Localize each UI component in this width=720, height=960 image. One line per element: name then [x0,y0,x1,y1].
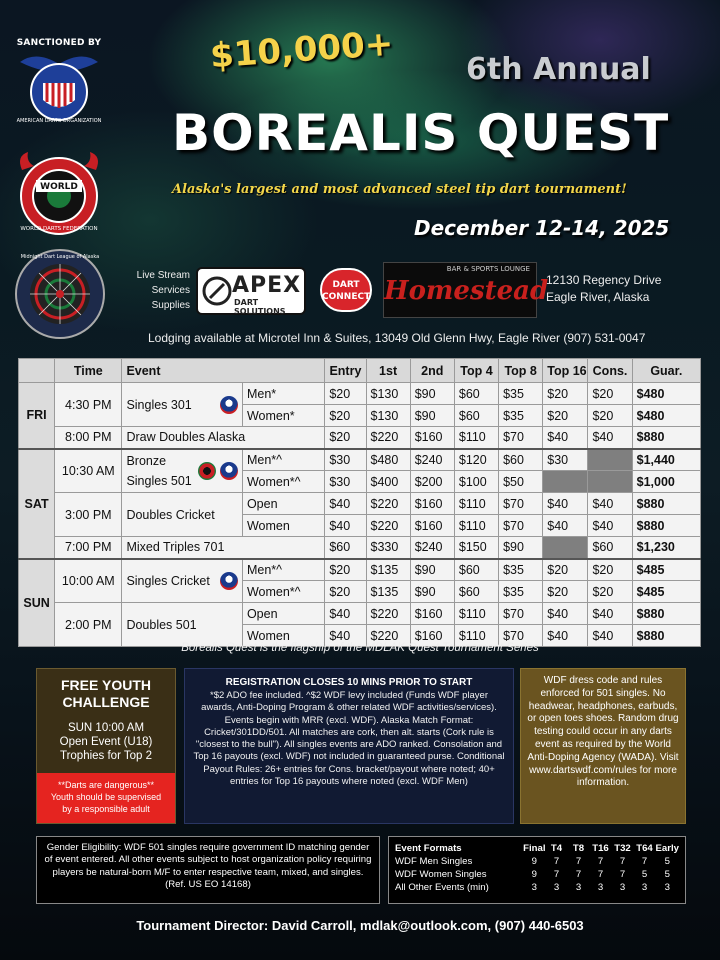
event-cell: Mixed Triples 701 [122,537,325,559]
cell: $130 [366,383,410,405]
day-label: SUN [19,559,55,647]
col-header: T4 [550,843,563,854]
guarantee-cell: $880 [632,493,700,515]
cell: $70 [499,625,543,647]
event-formats-table [395,842,679,894]
registration-box [184,668,514,824]
dress-code-box: WDF dress code and rules enforced for 501 singles. No headwear, headphones, earbuds, or open toes shoes. Random drug testing could occur in any darts event as required by the World Anti-Doping Agency (WADA). Visit www.dartswdf.com/rules for more information. [520,668,686,824]
mdlak-ring-text: Midnight Dart League of Alaska [20,254,100,260]
cell: 7 [553,869,560,880]
youth-title: FREE YOUTH CHALLENGE [61,677,151,710]
cell: $20 [325,427,366,449]
division-cell: Men*^ [242,449,324,471]
event-cell [122,449,243,493]
cell: $200 [410,471,454,493]
youth-warning [37,773,175,823]
col-header: Early [655,843,679,854]
empty-cell [543,471,588,493]
homestead-sub: BAR & SPORTS LOUNGE [446,265,530,273]
wdf-badge-icon [198,462,216,480]
dartboard-icon [14,248,106,340]
cell: $60 [499,449,543,471]
cell: $160 [410,625,454,647]
wdf-logo [14,148,104,238]
cell: All Other Events (min) [395,882,489,893]
cell: $35 [499,559,543,581]
sponsor-intro-line: Services [151,285,190,296]
wdf-banner-text: WORLD [40,182,78,192]
cell: $90 [410,383,454,405]
warning-line: Youth should be supervised [50,792,162,802]
gender-eligibility-box: Gender Eligibility: WDF 501 singles require government ID matching gender of event entered. All other events subject to host organization policy requiring players be natural-born M/F to enter respective team, mixed, and singles. (Ref. US EO 14168) [36,836,380,904]
division-cell: Women [242,625,324,647]
division-cell: Women*^ [242,581,324,603]
col-header: Final [523,843,546,854]
cell: $90 [499,537,543,559]
col-header: Top 16 [543,359,588,383]
col-header: Guar. [632,359,700,383]
col-header: T32 [614,843,631,854]
cell: $60 [588,537,632,559]
cell: $20 [325,559,366,581]
day-label: FRI [19,383,55,449]
cell: $40 [325,515,366,537]
annual-label: 6th Annual [466,52,651,87]
sponsor-intro [132,268,190,313]
address-line: 12130 Regency Drive [546,273,662,287]
cell: 3 [553,882,560,893]
cell: $150 [454,537,498,559]
youth-challenge-box [36,668,176,824]
sponsor-intro-line: Supplies [151,300,190,311]
address-line: Eagle River, Alaska [546,290,650,304]
empty-cell [588,471,632,493]
cell: $40 [588,625,632,647]
cell: $40 [325,625,366,647]
guarantee-cell: $1,000 [632,471,700,493]
guarantee-cell: $880 [632,515,700,537]
event-cell [122,383,243,427]
venue-address [546,272,661,306]
cell: 3 [664,882,670,893]
cell: $40 [588,603,632,625]
cell: $135 [366,559,410,581]
cell: $160 [410,603,454,625]
cell: 7 [619,869,626,880]
homestead-logo [383,262,549,318]
cell: $35 [499,581,543,603]
cell: $20 [325,405,366,427]
cell: $110 [454,427,498,449]
col-header: Event Formats [395,843,462,854]
ado-emblem-icon [16,48,102,124]
guarantee-cell: $880 [632,603,700,625]
cell: 5 [664,869,670,880]
cell: $35 [499,405,543,427]
col-header: Time [55,359,122,383]
mdlak-logo [14,248,106,340]
schedule-table [18,358,701,647]
cell: $30 [325,471,366,493]
ado-badge-icon [220,462,238,480]
cell: $220 [366,493,410,515]
tournament-director: Tournament Director: David Carroll, mdlak@outlook.com, (907) 440-6503 [136,918,584,933]
time-cell: 2:00 PM [55,603,122,647]
dartboard-icon [202,276,232,306]
division-cell: Open [242,603,324,625]
cell: $20 [543,383,588,405]
cell: $60 [454,405,498,427]
cell: $110 [454,515,498,537]
cell: $20 [325,581,366,603]
cell: $40 [325,603,366,625]
division-cell: Women* [242,405,324,427]
cell: 3 [597,882,604,893]
event-name: Singles 501 [126,473,192,488]
flagship-note: Borealis Quest is the flagship of the MDLAK Quest Tournament Series [181,642,539,654]
cell: $20 [588,383,632,405]
sponsor-intro-line: Live Stream [136,270,190,281]
division-cell: Women*^ [242,471,324,493]
cell: $130 [366,405,410,427]
cell: $70 [499,515,543,537]
lodging-info: Lodging available at Microtel Inn & Suites, 13049 Old Glenn Hwy, Eagle River (907) 531-0047 [148,331,646,345]
cell: $60 [325,537,366,559]
cell: 3 [641,882,648,893]
col-header: Event [122,359,325,383]
cell: 9 [531,869,537,880]
cell: $110 [454,625,498,647]
dartconnect-line: CONNECT [322,292,371,302]
apex-name: APEX [232,273,302,298]
cell: $120 [454,449,498,471]
cell: $220 [366,515,410,537]
cell: $60 [454,383,498,405]
col-header: 1st [366,359,410,383]
cell: $30 [543,449,588,471]
cell: 7 [619,856,626,867]
guarantee-cell: $880 [632,625,700,647]
cell: $20 [543,581,588,603]
time-cell: 10:00 AM [55,559,122,603]
warning-line: **Darts are dangerous** [57,780,155,790]
guarantee-cell: $1,440 [632,449,700,471]
cell: $40 [543,625,588,647]
cell: $480 [366,449,410,471]
ado-caption: SANCTIONED BY [16,38,102,48]
youth-line: Open Event (U18) [59,736,153,748]
cell: 7 [575,869,582,880]
cell: $160 [410,515,454,537]
guarantee-cell: $480 [632,405,700,427]
cell: $40 [543,493,588,515]
col-header: Cons. [588,359,632,383]
table-row [19,427,701,449]
cell: 7 [575,856,582,867]
guarantee-cell: $485 [632,559,700,581]
time-cell: 7:00 PM [55,537,122,559]
table-row [19,559,701,581]
youth-line: Trophies for Top 2 [59,750,153,762]
cell: WDF Women Singles [395,869,487,880]
guarantee-cell: $1,230 [632,537,700,559]
table-header-row [19,359,701,383]
homestead-name: Homestead [384,276,549,306]
cell: $20 [588,405,632,427]
event-cell [122,559,243,603]
apex-sub: DART SOLUTIONS [234,298,286,316]
event-name: Singles Cricket [126,573,210,588]
cell: $40 [543,515,588,537]
cell: $90 [410,559,454,581]
cell: $20 [543,405,588,427]
guarantee-cell: $880 [632,427,700,449]
warning-line: by a responsible adult [62,804,150,814]
col-header: T8 [572,843,585,854]
ado-badge-icon [220,572,238,590]
cell: $240 [410,449,454,471]
cell: $220 [366,625,410,647]
cell: 7 [641,856,648,867]
tagline: Alaska's largest and most advanced steel tip dart tournament! [172,182,627,197]
cell: 3 [619,882,626,893]
registration-title: REGISTRATION CLOSES 10 MINS PRIOR TO START [225,677,473,688]
col-header: Top 4 [454,359,498,383]
guarantee-cell: $485 [632,581,700,603]
wdf-ring-text: WORLD DARTS FEDERATION [20,226,98,232]
formats-row [395,881,679,894]
formats-header-row [395,842,679,855]
event-cell: Doubles 501 [122,603,243,647]
cell: 9 [531,856,537,867]
division-cell: Women [242,515,324,537]
dartconnect-line: DART [332,280,360,290]
cell: $70 [499,603,543,625]
division-cell: Men*^ [242,559,324,581]
empty-cell [543,537,588,559]
cell: $20 [588,559,632,581]
cell: $40 [588,515,632,537]
cell: $60 [454,581,498,603]
formats-row [395,868,679,881]
cell: $40 [543,427,588,449]
cell: $110 [454,493,498,515]
prize-amount: $10,000+ [208,23,395,77]
cell: $35 [499,383,543,405]
apex-logo [196,267,306,315]
time-cell: 3:00 PM [55,493,122,537]
cell: $135 [366,581,410,603]
dartconnect-logo [320,268,372,312]
event-formats-box [388,836,686,904]
page-title: BOREALIS QUEST [172,104,670,162]
cell: $160 [410,493,454,515]
col-header: T64 [636,843,653,854]
cell: $20 [588,581,632,603]
time-cell: 4:30 PM [55,383,122,427]
cell: WDF Men Singles [395,856,473,867]
cell: $330 [366,537,410,559]
table-row [19,603,701,625]
cell: 7 [597,869,604,880]
cell: 5 [641,869,648,880]
cell: $20 [543,559,588,581]
cell: 7 [597,856,604,867]
time-cell: 10:30 AM [55,449,122,493]
col-header: Entry [325,359,366,383]
cell: $240 [410,537,454,559]
col-header: 2nd [410,359,454,383]
cell: $160 [410,427,454,449]
cell: $30 [325,449,366,471]
youth-details [37,721,175,763]
formats-row [395,855,679,868]
cell: $110 [454,603,498,625]
cell: $40 [543,603,588,625]
col-header: Top 8 [499,359,543,383]
table-row [19,449,701,471]
cell: $50 [499,471,543,493]
col-header: T16 [592,843,609,854]
division-cell: Men* [242,383,324,405]
table-row [19,537,701,559]
empty-cell [588,449,632,471]
cell: $60 [454,559,498,581]
event-name: Singles 301 [126,397,192,412]
cell: $90 [410,581,454,603]
ado-badge-icon [220,396,238,414]
cell: $40 [588,427,632,449]
cell: $20 [325,383,366,405]
cell: $40 [588,493,632,515]
wdf-emblem-icon [14,148,104,238]
cell: 7 [553,856,560,867]
division-cell: Open [242,493,324,515]
cell: 5 [664,856,670,867]
time-cell: 8:00 PM [55,427,122,449]
cell: 3 [575,882,582,893]
event-dates: December 12-14, 2025 [414,216,670,240]
event-cell: Doubles Cricket [122,493,243,537]
cell: $220 [366,427,410,449]
cell: $100 [454,471,498,493]
event-name: Bronze [126,453,167,468]
ado-ring-text: AMERICAN DARTS ORGANIZATION [16,118,102,124]
registration-body: *$2 ADO fee included. ^$2 WDF levy included (Funds WDF player awards, Anti-Doping Program & other related WDF activities/services). Events begin with MRR (excl. WDF). Alaska Match Format: Cricket/301DD/501. All matches are cork, then alt. starts (Cork rule is "closest to the bull"). All singles events are ADO ranked. Consolation and Top 16 payouts (excl. WDF) not included in guaranteed purse. Conditional Payout Rules: 26+ entries for Cons. bracket/payout where noted; 40+ entries for Top 16 payouts where noted (excl. WDF Men) [193,690,505,788]
cell: $220 [366,603,410,625]
guarantee-cell: $480 [632,383,700,405]
cell: $70 [499,427,543,449]
youth-line: SUN 10:00 AM [67,722,145,734]
cell: 3 [531,882,537,893]
ado-logo [16,38,102,128]
cell: $40 [325,493,366,515]
cell: $400 [366,471,410,493]
cell: $90 [410,405,454,427]
day-label: SAT [19,449,55,559]
event-cell: Draw Doubles Alaska [122,427,325,449]
table-row [19,383,701,405]
cell: $70 [499,493,543,515]
table-row [19,493,701,515]
